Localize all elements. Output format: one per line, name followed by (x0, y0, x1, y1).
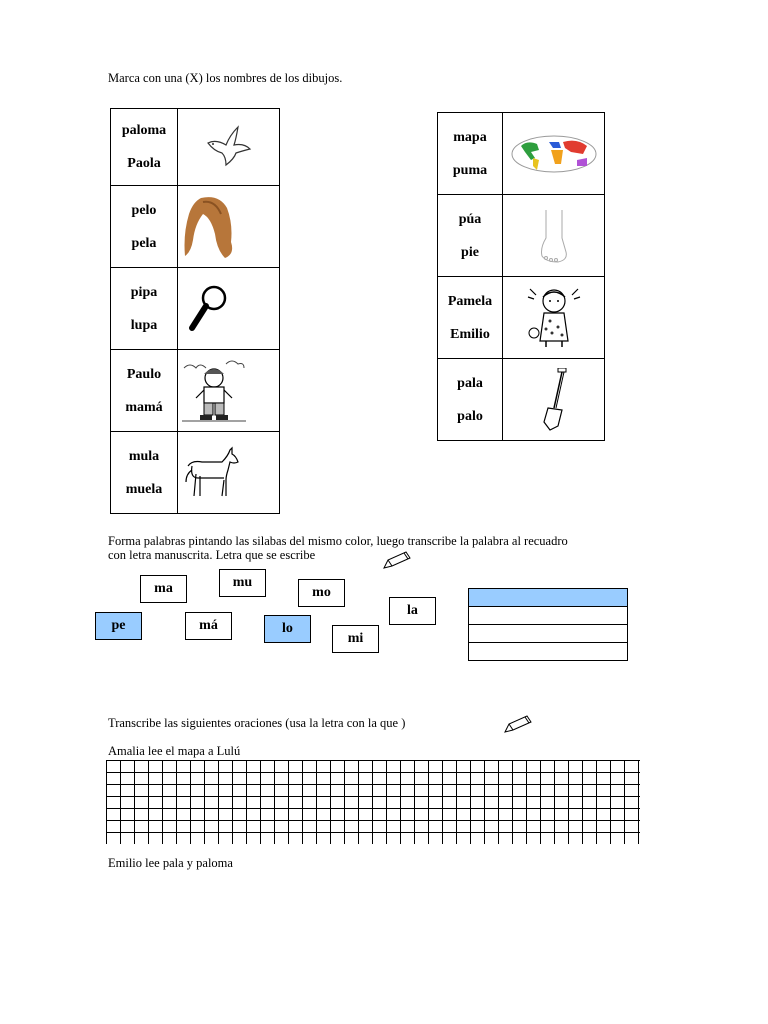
table-row (111, 186, 280, 268)
table-row (111, 268, 280, 350)
word-cell (438, 113, 503, 195)
word-option[interactable]: pala (457, 375, 483, 391)
hair-icon (181, 194, 239, 260)
answer-box (468, 588, 628, 661)
donkey-icon (182, 446, 240, 500)
syllable-pe[interactable]: pe (95, 612, 142, 640)
word-option[interactable]: pela (131, 235, 157, 251)
table-row (438, 113, 605, 195)
word-cell (111, 432, 178, 514)
right-picture-table (437, 112, 605, 441)
word-option[interactable]: mapa (453, 129, 487, 145)
sentence-second: Emilio lee pala y paloma (108, 856, 233, 870)
picture-cell (503, 359, 605, 441)
word-option[interactable]: lupa (130, 317, 158, 333)
magnifier-icon (186, 284, 230, 334)
picture-cell (503, 113, 605, 195)
table-row (111, 432, 280, 514)
syllable-ma-accent[interactable]: má (185, 612, 232, 640)
picture-cell (178, 268, 280, 350)
word-option[interactable]: Pamela (447, 293, 493, 309)
word-option[interactable]: pie (461, 244, 479, 260)
word-cell (111, 109, 178, 186)
answer-row[interactable] (469, 624, 627, 642)
pencil-icon (503, 714, 533, 734)
left-picture-table (110, 108, 280, 514)
syllable-ma[interactable]: ma (140, 575, 187, 603)
syllable-mu[interactable]: mu (219, 569, 266, 597)
word-cell (438, 195, 503, 277)
word-cell (111, 350, 178, 432)
foot-icon (536, 208, 572, 264)
word-option[interactable]: palo (457, 408, 483, 424)
syllable-mo[interactable]: mo (298, 579, 345, 607)
answer-row[interactable] (469, 606, 627, 624)
sentence-first: Amalia lee el mapa a Lulú (108, 744, 241, 758)
syllable-la[interactable]: la (389, 597, 436, 625)
table-row (111, 350, 280, 432)
answer-row[interactable] (469, 589, 627, 606)
pencil-icon (382, 550, 412, 570)
instruction-form-line1: Forma palabras pintando las silabas del mismo color, luego transcribe la palabra al recuadro (108, 534, 568, 548)
word-option[interactable]: mamá (125, 399, 163, 415)
instruction-form-line2: con letra manuscrita. Letra que se escribe (108, 548, 316, 562)
word-option[interactable]: púa (458, 211, 482, 227)
word-option[interactable]: pelo (131, 202, 157, 218)
girl-icon (526, 285, 582, 351)
boy-icon (182, 358, 246, 424)
syllable-lo[interactable]: lo (264, 615, 311, 643)
dove-icon (204, 125, 254, 169)
instruction-mark: Marca con una (X) los nombres de los dibujos. (108, 71, 343, 85)
world-map-icon (511, 134, 597, 174)
syllable-mi[interactable]: mi (332, 625, 379, 653)
picture-cell (178, 109, 280, 186)
word-option[interactable]: Paulo (126, 366, 162, 382)
picture-cell (178, 350, 280, 432)
word-option[interactable]: mula (128, 448, 160, 464)
word-cell (111, 268, 178, 350)
word-cell (438, 359, 503, 441)
shovel-icon (536, 368, 572, 432)
picture-cell (178, 432, 280, 514)
word-option[interactable]: puma (452, 162, 488, 178)
table-row (438, 359, 605, 441)
instruction-transcribe: Transcribe las siguientes oraciones (usa la letra con la que ) (108, 716, 406, 730)
writing-grid[interactable] (106, 760, 640, 844)
word-cell (438, 277, 503, 359)
word-option[interactable]: Paola (127, 156, 161, 171)
table-row (438, 277, 605, 359)
word-cell (111, 186, 178, 268)
word-option[interactable]: paloma (121, 123, 167, 138)
picture-cell (503, 195, 605, 277)
word-option[interactable]: muela (125, 481, 163, 497)
word-option[interactable]: pipa (130, 284, 158, 300)
word-option[interactable]: Emilio (450, 326, 490, 342)
table-row (111, 109, 280, 186)
picture-cell (503, 277, 605, 359)
table-row (438, 195, 605, 277)
picture-cell (178, 186, 280, 268)
answer-row[interactable] (469, 642, 627, 660)
